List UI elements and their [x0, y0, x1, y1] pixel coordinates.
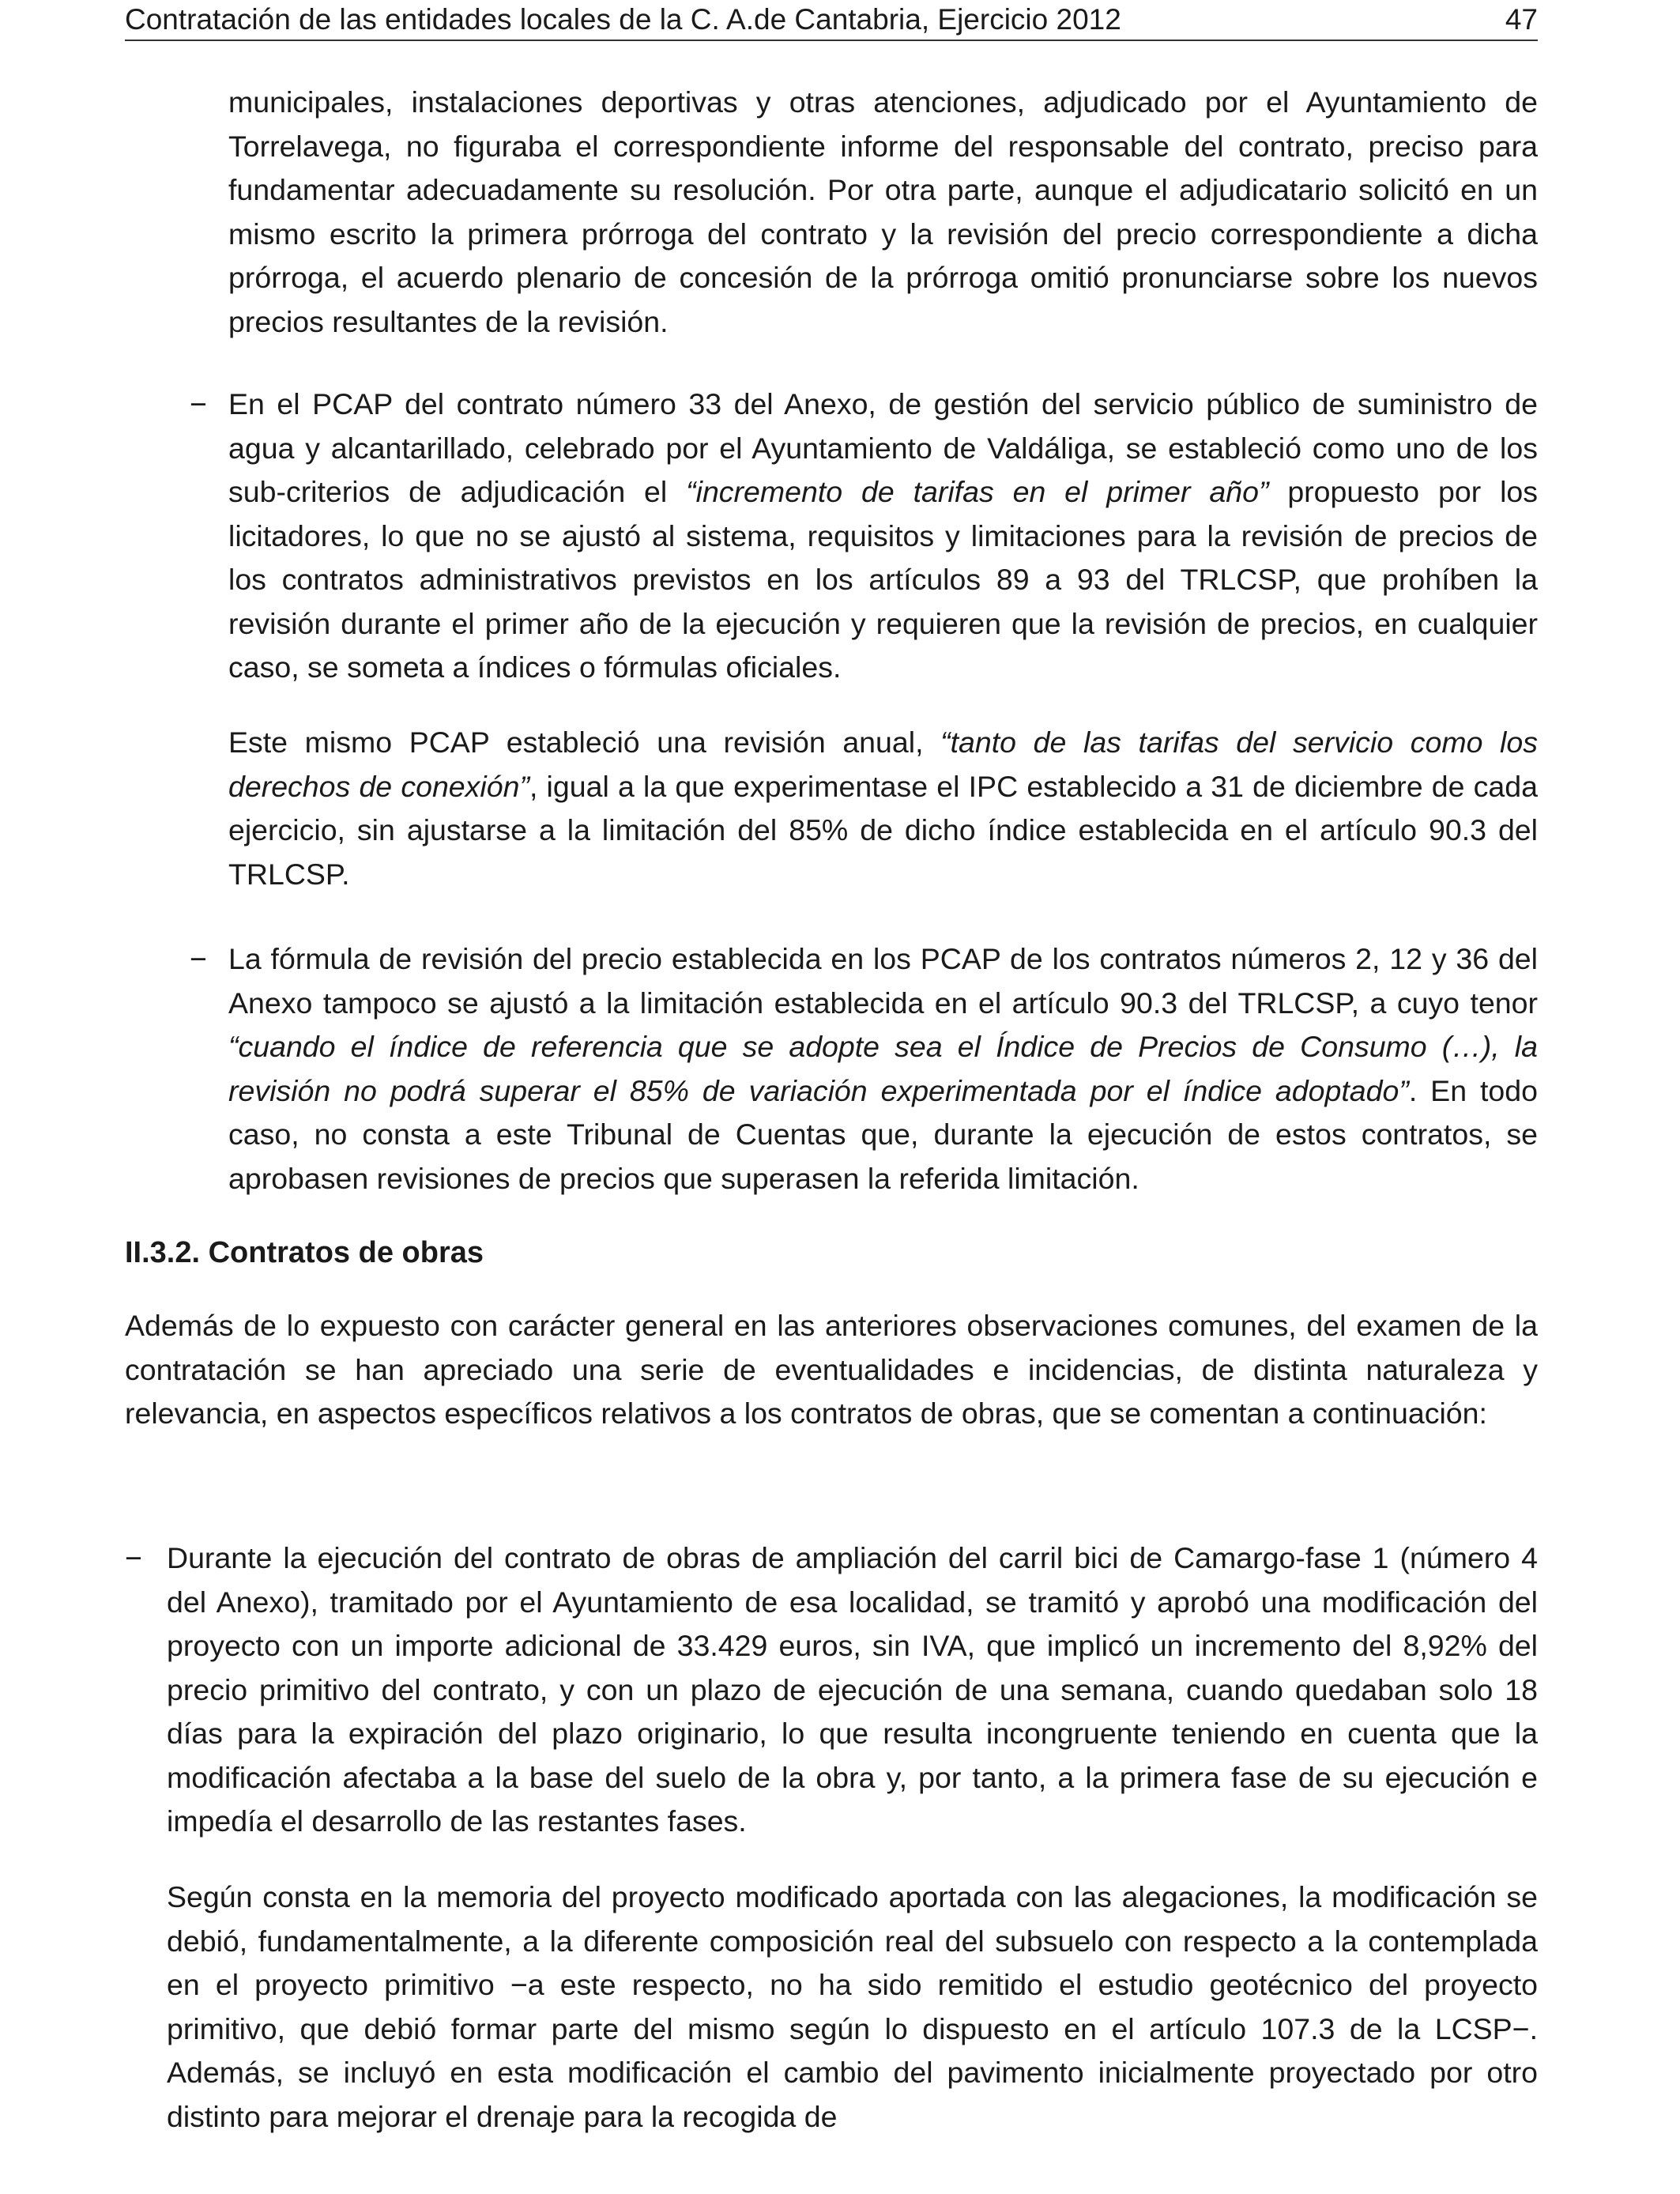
b2-text-pre: La fórmula de revisión del precio establecida en los PCAP de los contratos números 2, 12 y 36 del Anexo tampoco se ajustó a la limitación establecida en el artículo 90.3 del TRLCSP, a cuyo tenor	[228, 942, 1538, 1020]
paragraph-continuation: municipales, instalaciones deportivas y otras atenciones, adjudicado por el Ayuntamiento de Torrelavega, no figuraba el correspondiente informe del responsable del contrato, preciso para fundamentar adecuadamente su resolución. Por otra parte, aunque el adjudicatario solicitó en un mismo escrito la primera prórroga del contrato y la revisión del precio correspondiente a dicha prórroga, el acuerdo plenario de concesión de la prórroga omitió pronunciarse sobre los nuevos precios resultantes de la revisión.	[228, 85, 1538, 338]
b1-text-pre: En el PCAP del contrato número 33 del Anexo, de gestión del servicio público de suministro de agua y alcantarillado, celebrado por el Ayuntamiento de Valdáliga, se estableció como uno de los sub-criterios de adjudicación el	[228, 387, 1538, 508]
b1-text-post: propuesto por los licitadores, lo que no se ajustó al sistema, requisitos y limitaciones para la revisión de precios de los contratos administrativos previstos en los artículos 89 a 93 del TRLCSP, que prohíben la revisión durante el primer año de la ejecución y requieren que la revisión de precios, en cualquier caso, se someta a índices o fórmulas oficiales.	[228, 475, 1539, 684]
b2-quote: “cuando el índice de referencia que se adopte sea el Índice de Precios de Consumo (…), la revisión no podrá superar el 85% de variación experimentada por el índice adoptado”	[228, 1030, 1538, 1107]
bullet-pcap-valdaliga	[228, 383, 1538, 690]
paragraph-revision-anual	[228, 721, 1538, 896]
bullet-dash: −	[190, 942, 207, 975]
paragraph-intro-obras: Además de lo expuesto con carácter general en las anteriores observaciones comunes, del examen de la contratación se han apreciado una serie de eventualidades e incidencias, de distinta naturaleza y relevancia, en aspectos específicos relativos a los contratos de obras, que se comentan a continuación:	[125, 1309, 1538, 1430]
paragraph-memoria-proyecto: Según consta en la memoria del proyecto modificado aportada con las alegaciones, la modificación se debió, fundamentalmente, a la diferente composición real del subsuelo con respecto a la contemplada en el proyecto primitivo −a este respecto, no ha sido remitido el estudio geotécnico del proyecto primitivo, que debió formar parte del mismo según lo dispuesto en el artículo 107.3 de la LCSP−. Además, se incluyó en esta modificación el cambio del pavimento inicialmente proyectado por otro distinto para mejorar el drenaje para la recogida de	[167, 1880, 1538, 2133]
header-title: Contratación de las entidades locales de la C. A.de Cantabria, Ejercicio 2012	[125, 3, 1121, 36]
b1-quote: “incremento de tarifas en el primer año”	[686, 475, 1269, 508]
page-header	[125, 0, 1538, 41]
page-number: 47	[1505, 3, 1538, 36]
p2-quote: “tanto de las tarifas del servicio como los derechos de conexión”	[228, 726, 1538, 803]
b2-text-post: . En todo caso, no consta a este Tribunal de Cuentas que, durante la ejecución de estos contratos, se aprobasen revisiones de precios que superasen la referida limitación.	[228, 1073, 1538, 1195]
p2-text-post: , igual a la que experimentase el IPC establecido a 31 de diciembre de cada ejercicio, sin ajustarse a la limitación del 85% de dicho índice establecida en el artículo 90.3 del TRLCSP.	[228, 769, 1538, 891]
bullet-carril-bici: Durante la ejecución del contrato de obras de ampliación del carril bici de Camargo-fase 1 (número 4 del Anexo), tramitado por el Ayuntamiento de esa localidad, se tramitó y aprobó una modificación del proyecto con un importe adicional de 33.429 euros, sin IVA, que implicó un incremento del 8,92% del precio primitivo del contrato, y con un plazo de ejecución de una semana, cuando quedaban solo 18 días para la expiración del plazo originario, lo que resulta incongruente teniendo en cuenta que la modificación afectaba a la base del suelo de la obra y, por tanto, a la primera fase de su ejecución e impedía el desarrollo de las restantes fases.	[167, 1541, 1538, 1838]
bullet-formula-revision	[228, 937, 1538, 1201]
bullet-dash: −	[190, 387, 207, 420]
bullet-dash: −	[125, 1541, 142, 1574]
p2-text-pre: Este mismo PCAP estableció una revisión anual,	[228, 726, 941, 759]
section-heading: II.3.2. Contratos de obras	[125, 1236, 484, 1269]
